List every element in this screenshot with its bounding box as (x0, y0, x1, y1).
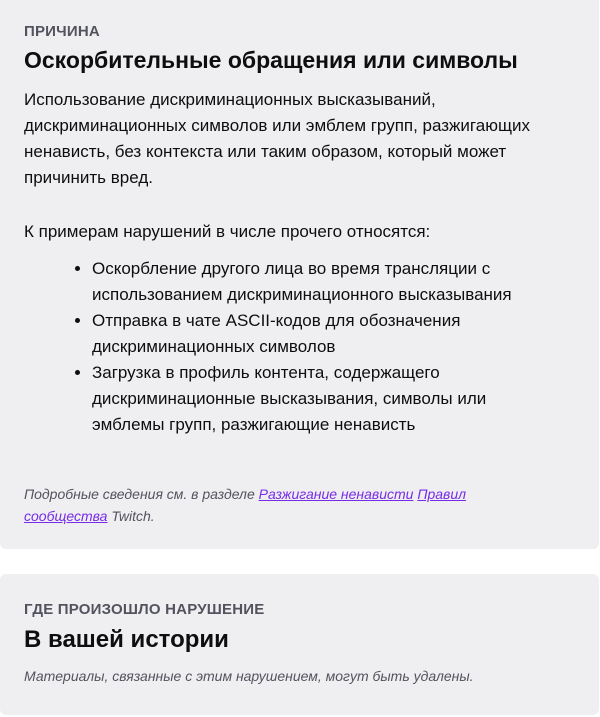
example-item: • Оскорбление другого лица во время трансляции с использованием дискриминационного высказывания (92, 256, 562, 308)
location-title: В вашей истории (24, 626, 229, 653)
footnote-suffix: Twitch. (107, 508, 155, 524)
hateful-conduct-link[interactable]: Разжигание ненависти (258, 486, 414, 502)
reason-eyebrow: ПРИЧИНА (24, 23, 100, 40)
examples-list (70, 256, 562, 438)
violation-location-card (0, 574, 599, 715)
community-guidelines-link[interactable]: Правил сообщества (24, 486, 467, 524)
reason-footnote (24, 483, 544, 527)
example-item: • Загрузка в профиль контента, содержащего дискриминационные высказывания, символы или эмблемы групп, разжигающие ненависть (92, 360, 562, 438)
location-eyebrow: ГДЕ ПРОИЗОШЛО НАРУШЕНИЕ (24, 601, 265, 618)
footnote-prefix: Подробные сведения см. в разделе (24, 486, 259, 502)
location-note: Материалы, связанные с этим нарушением, могут быть удалены. (24, 668, 474, 684)
example-item: • Отправка в чате ASCII-кодов для обозначения дискриминационных символов (92, 308, 562, 360)
examples-intro: К примерам нарушений в числе прочего относятся: (24, 222, 431, 241)
reason-description: Использование дискриминационных высказываний, дискриминационных символов или эмблем групп, разжигающих ненависть, без контекста или таким образом, который может причинить вред. (24, 90, 530, 187)
reason-title: Оскорбительные обращения или символы (24, 47, 518, 73)
